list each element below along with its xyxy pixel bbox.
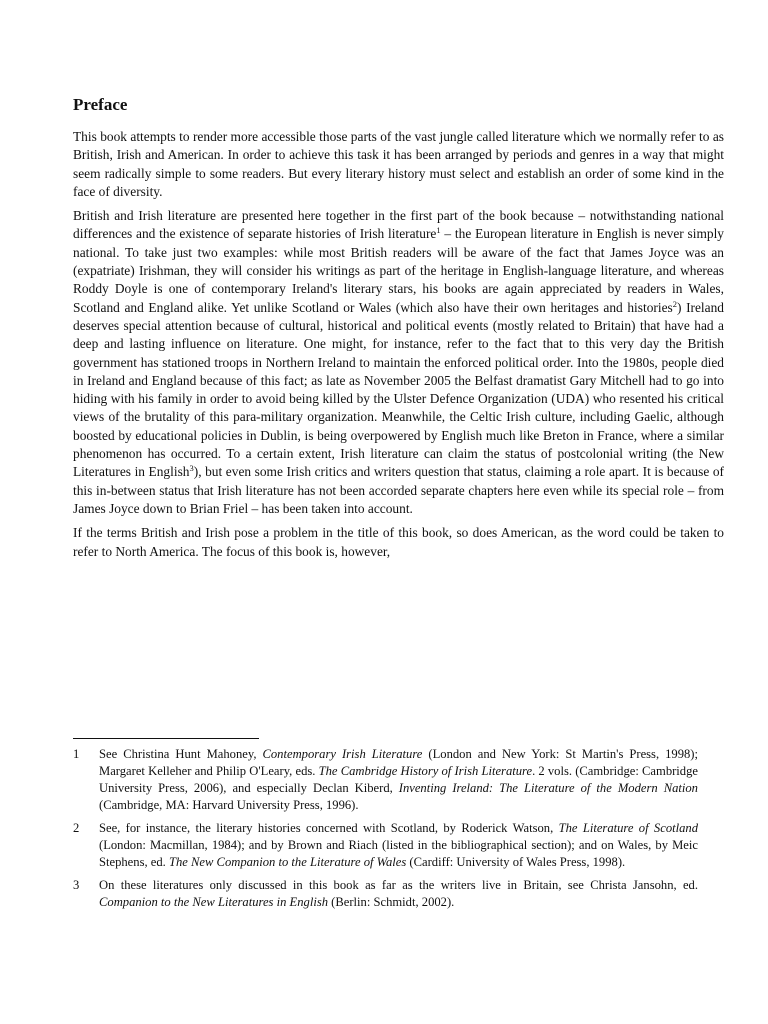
footnote-text-part: See Christina Hunt Mahoney, — [99, 747, 263, 761]
footnote-title-italic: Companion to the New Literatures in English — [99, 895, 329, 909]
footnote-text-part: On these literatures only discussed in this book as far as the writers live in Britain, see Christa Jansohn, ed. — [99, 878, 698, 892]
paragraph-2-part-c: ) Ireland deserves special attention because of cultural, historical and political events (mostly related to Britain) that have had a deep and lasting influence on literature. One might, for instance, refer to the fact that to this very day the British government has stationed troops in Northern Ireland to maintain the enforced political order. Into the 1980s, people died in Ireland and England because of this fact; as late as November 2005 the Belfast dramatist Gary Mitchell had to go into hiding with his family in order to avoid being killed by the Ulster Defence Organization (UDA) who resented his critical views of the brutality of this para-military organization. Meanwhile, the Celtic Irish culture, including Gaelic, although boosted by educational policies in Dublin, is being overpowered by English much like Breton in France, where a similar phenomenon has occurred. To a certain extent, Irish literature can claim the status of postcolonial writing (the New Literatures in English — [73, 299, 724, 480]
footnote-text-part: (London and New York: St Martin's Press, 1998); Margaret Kelleher and Philip O'Leary, eds. — [99, 747, 698, 778]
footnote-2 — [73, 820, 698, 871]
footnote-text-part: See, for instance, the literary histories concerned with Scotland, by Roderick Watson, — [99, 821, 559, 835]
main-text — [73, 128, 724, 567]
footnote-text-part: (Berlin: Schmidt, 2002). — [328, 895, 455, 909]
footnote-number: 2 — [73, 821, 80, 835]
footnote-title-italic: The Literature of Scotland — [558, 821, 699, 835]
footnote-ref-2: 2 — [672, 298, 677, 309]
footnote-title-italic: Contemporary Irish Literature — [262, 747, 423, 761]
footnote-3 — [73, 877, 698, 911]
paragraph-2-part-a: British and Irish literature are presented here together in the first part of the book because – notwithstanding national differences and the existence of separate histories of Irish literature — [73, 208, 724, 242]
footnote-title-italic: Inventing Ireland: The Literature of the Modern Nation — [398, 781, 698, 795]
footnote-text — [99, 820, 698, 871]
footnote-text — [99, 746, 698, 814]
paragraph-3: If the terms British and Irish pose a problem in the title of this book, so does American, as the word could be taken to refer to North America. The focus of this book is, however, — [73, 525, 724, 559]
footnote-number: 1 — [73, 747, 80, 761]
footnote-text-part: (London: Macmillan, 1984); and by Brown and Riach (listed in the bibliographical section); and on Wales, by Meic Stephens, ed. — [99, 838, 698, 869]
footnote-text-part: . 2 vols. (Cambridge: Cambridge University Press, 2006), and especially Declan Kiberd, — [99, 764, 698, 795]
paragraph-1: This book attempts to render more accessible those parts of the vast jungle called literature which we normally refer to as British, Irish and American. In order to achieve this task it has been arranged by periods and genres in a way that might seem radically simple to some readers. But every literary history must select and establish an order of some kind in the face of diversity. — [73, 129, 724, 199]
footnote-text — [99, 877, 698, 911]
page-title: Preface — [73, 95, 128, 114]
footnote-number: 3 — [73, 878, 80, 892]
paragraph-2-part-d: ), but even some Irish critics and writers question that status, claiming a role apart. It is because of this in-between status that Irish literature has not been accorded separate chapters here even while its special role – from James Joyce down to Brian Friel – has been taken into account. — [73, 464, 724, 516]
footnote-ref-3: 3 — [189, 463, 194, 474]
footnote-text-part: (Cardiff: University of Wales Press, 1998). — [406, 855, 626, 869]
footnote-title-italic: The New Companion to the Literature of Wales — [168, 855, 407, 869]
footnote-title-italic: The Cambridge History of Irish Literature — [318, 764, 533, 778]
footnote-text-part: (Cambridge, MA: Harvard University Press, 1996). — [99, 798, 359, 812]
paragraph-2 — [73, 207, 724, 518]
footnote-ref-1: 1 — [436, 225, 441, 236]
footnote-1 — [73, 746, 698, 814]
footnote-divider — [73, 738, 259, 739]
footnotes — [73, 746, 698, 917]
paragraph-2-part-b: – the European literature in English is never simply national. To take just two examples: while most British readers will be aware of the fact that James Joyce was an (expatriate) Irishman, they will consider his writings as part of the heritage in English-language literature, and whereas Roddy Doyle is one of contemporary Ireland's literary stars, his books are again appreciated by readers in Wales, Scotland and England alike. Yet unlike Scotland or Wales (which also have their own heritages and histories — [73, 226, 724, 315]
